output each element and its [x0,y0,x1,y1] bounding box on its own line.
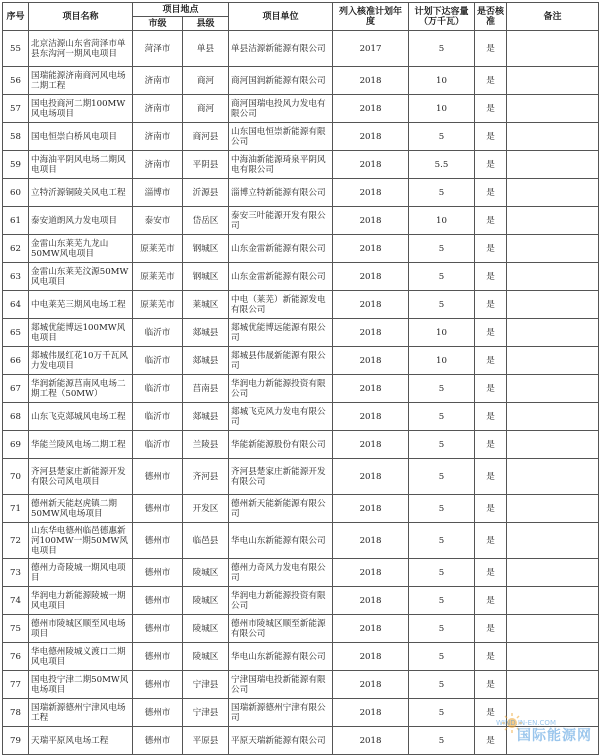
cell-capacity: 5 [409,123,475,151]
table-row [3,263,599,291]
table-row [3,615,599,643]
cell-name: 华润电力新能源陵城一期风电项目 [29,587,133,615]
cell-county: 开发区 [183,495,229,523]
cell-note [507,375,599,403]
cell-capacity: 5 [409,291,475,319]
cell-seq: 66 [3,347,29,375]
cell-county: 兰陵县 [183,431,229,459]
cell-county: 商河县 [183,123,229,151]
cell-year: 2018 [333,319,409,347]
cell-county: 郯城县 [183,403,229,431]
cell-county: 陵城区 [183,587,229,615]
cell-year: 2018 [333,347,409,375]
header-unit: 项目单位 [229,3,333,31]
cell-name: 国瑞新源德州宁津风电场工程 [29,699,133,727]
cell-capacity: 5 [409,671,475,699]
cell-capacity: 5 [409,727,475,755]
cell-capacity: 5 [409,179,475,207]
cell-unit: 德州市陵城区顺至新能源有限公司 [229,615,333,643]
cell-capacity: 10 [409,95,475,123]
cell-name: 华能兰陵风电场二期工程 [29,431,133,459]
cell-approved: 是 [475,431,507,459]
cell-county: 郯城县 [183,319,229,347]
cell-capacity: 10 [409,319,475,347]
cell-seq: 63 [3,263,29,291]
cell-city: 德州市 [133,727,183,755]
cell-name: 德州新天能赵虎镇二期50MW风电场项目 [29,495,133,523]
cell-county: 郯城县 [183,347,229,375]
cell-name: 德州力奇陵城一期风电项目 [29,559,133,587]
table-row [3,347,599,375]
cell-note [507,459,599,495]
cell-year: 2018 [333,403,409,431]
table-row [3,375,599,403]
cell-capacity: 5.5 [409,151,475,179]
table-row [3,123,599,151]
cell-unit: 宁津国瑞电投新能源有限公司 [229,671,333,699]
cell-seq: 72 [3,523,29,559]
cell-note [507,207,599,235]
cell-unit: 华电山东新能源有限公司 [229,643,333,671]
cell-county: 齐河县 [183,459,229,495]
cell-year: 2018 [333,123,409,151]
header-year: 列入核准计划年度 [333,3,409,31]
cell-unit: 华润电力新能源投资有限公司 [229,375,333,403]
cell-capacity: 5 [409,523,475,559]
cell-capacity: 5 [409,699,475,727]
table-row [3,31,599,67]
cell-city: 德州市 [133,699,183,727]
cell-approved: 是 [475,643,507,671]
cell-city: 临沂市 [133,347,183,375]
cell-approved: 是 [475,459,507,495]
cell-note [507,319,599,347]
cell-year: 2018 [333,235,409,263]
cell-unit: 商河国瑞电投风力发电有限公司 [229,95,333,123]
table-row [3,403,599,431]
cell-county: 钢城区 [183,235,229,263]
cell-seq: 56 [3,67,29,95]
cell-note [507,235,599,263]
cell-note [507,559,599,587]
cell-city: 济南市 [133,95,183,123]
cell-name: 山东华电德州临邑德惠新河100MW一期50MW风电项目 [29,523,133,559]
cell-seq: 74 [3,587,29,615]
cell-unit: 郯城飞克风力发电有限公司 [229,403,333,431]
cell-county: 临邑县 [183,523,229,559]
cell-county: 钢城区 [183,263,229,291]
cell-note [507,523,599,559]
cell-unit: 中电（莱芜）新能源发电有限公司 [229,291,333,319]
cell-year: 2018 [333,151,409,179]
cell-county: 宁津县 [183,699,229,727]
cell-note [507,347,599,375]
cell-year: 2018 [333,291,409,319]
cell-approved: 是 [475,523,507,559]
cell-note [507,67,599,95]
cell-city: 济南市 [133,151,183,179]
watermark-text: 国际能源网 [517,728,592,744]
cell-name: 中海油平阴风电场二期风电项目 [29,151,133,179]
table-row [3,559,599,587]
cell-name: 齐河县楚家庄新能源开发有限公司风电项目 [29,459,133,495]
cell-city: 德州市 [133,671,183,699]
table-row [3,431,599,459]
cell-note [507,431,599,459]
table-row [3,523,599,559]
cell-unit: 平原天瑞新能源有限公司 [229,727,333,755]
cell-year: 2018 [333,559,409,587]
cell-unit: 淄博立特新能源有限公司 [229,179,333,207]
cell-approved: 是 [475,95,507,123]
cell-seq: 68 [3,403,29,431]
cell-year: 2018 [333,179,409,207]
cell-note [507,495,599,523]
cell-name: 华润新能源莒南风电场二期工程（50MW） [29,375,133,403]
cell-unit: 泰安三叶能源开发有限公司 [229,207,333,235]
cell-city: 泰安市 [133,207,183,235]
cell-name: 立特沂源铜陵关风电工程 [29,179,133,207]
cell-capacity: 5 [409,495,475,523]
cell-unit: 德州力奇风力发电有限公司 [229,559,333,587]
cell-note [507,671,599,699]
cell-approved: 是 [475,615,507,643]
cell-year: 2018 [333,587,409,615]
header-city: 市级 [133,17,183,31]
cell-approved: 是 [475,207,507,235]
cell-capacity: 5 [409,459,475,495]
cell-city: 德州市 [133,615,183,643]
cell-approved: 是 [475,495,507,523]
cell-unit: 山东金雷新能源有限公司 [229,263,333,291]
cell-note [507,31,599,67]
cell-approved: 是 [475,375,507,403]
cell-approved: 是 [475,671,507,699]
cell-city: 德州市 [133,523,183,559]
table-row [3,319,599,347]
cell-unit: 华电山东新能源有限公司 [229,523,333,559]
cell-year: 2018 [333,207,409,235]
cell-city: 原莱芜市 [133,235,183,263]
cell-seq: 64 [3,291,29,319]
table-row [3,643,599,671]
cell-capacity: 5 [409,559,475,587]
table-row [3,671,599,699]
cell-capacity: 5 [409,587,475,615]
cell-year: 2018 [333,67,409,95]
cell-city: 临沂市 [133,431,183,459]
table-row [3,151,599,179]
header-note: 备注 [507,3,599,31]
cell-unit: 中海油新能源琦泉平阴风电有限公司 [229,151,333,179]
cell-year: 2018 [333,375,409,403]
cell-city: 德州市 [133,587,183,615]
cell-county: 平原县 [183,727,229,755]
cell-year: 2018 [333,495,409,523]
cell-name: 金雷山东莱芜九龙山50MW风电项目 [29,235,133,263]
cell-approved: 是 [475,31,507,67]
cell-approved: 是 [475,235,507,263]
table-row [3,67,599,95]
cell-city: 菏泽市 [133,31,183,67]
cell-unit: 郯城优能博远能源有限公司 [229,319,333,347]
cell-name: 国瑞能源济南商河风电场二期工程 [29,67,133,95]
cell-approved: 是 [475,587,507,615]
cell-county: 单县 [183,31,229,67]
cell-seq: 55 [3,31,29,67]
cell-note [507,403,599,431]
cell-city: 济南市 [133,67,183,95]
cell-seq: 58 [3,123,29,151]
cell-year: 2018 [333,699,409,727]
cell-note [507,291,599,319]
cell-capacity: 5 [409,403,475,431]
cell-year: 2018 [333,523,409,559]
cell-approved: 是 [475,403,507,431]
cell-county: 莒南县 [183,375,229,403]
cell-name: 金雷山东莱芜汶源50MW风电项目 [29,263,133,291]
cell-city: 原莱芜市 [133,291,183,319]
header-seq: 序号 [3,3,29,31]
cell-capacity: 5 [409,615,475,643]
table-row [3,235,599,263]
cell-county: 宁津县 [183,671,229,699]
cell-year: 2017 [333,31,409,67]
cell-seq: 67 [3,375,29,403]
cell-county: 商河 [183,67,229,95]
cell-capacity: 5 [409,235,475,263]
cell-seq: 73 [3,559,29,587]
cell-capacity: 5 [409,375,475,403]
cell-name: 华电德州陵城义渡口二期风电项目 [29,643,133,671]
cell-unit: 华能新能源股份有限公司 [229,431,333,459]
cell-name: 国电投商河二期100MW风电场项目 [29,95,133,123]
cell-unit: 齐河县楚家庄新能源开发有限公司 [229,459,333,495]
cell-unit: 郯城县伟晟新能源有限公司 [229,347,333,375]
cell-note [507,95,599,123]
cell-unit: 山东金雷新能源有限公司 [229,235,333,263]
cell-name: 天瑞平原风电场工程 [29,727,133,755]
table-row [3,179,599,207]
cell-year: 2018 [333,727,409,755]
cell-unit: 单县洁源新能源有限公司 [229,31,333,67]
table-row [3,587,599,615]
wind-project-table [2,2,599,755]
header-county: 县级 [183,17,229,31]
cell-year: 2018 [333,263,409,291]
cell-county: 陵城区 [183,615,229,643]
header-approved: 是否核准 [475,3,507,31]
cell-seq: 69 [3,431,29,459]
cell-unit: 国瑞新源德州宁津有限公司 [229,699,333,727]
cell-seq: 57 [3,95,29,123]
cell-note [507,615,599,643]
cell-city: 德州市 [133,459,183,495]
cell-seq: 60 [3,179,29,207]
cell-city: 德州市 [133,495,183,523]
cell-seq: 75 [3,615,29,643]
cell-capacity: 10 [409,347,475,375]
cell-name: 国电恒崇白桥风电项目 [29,123,133,151]
cell-year: 2018 [333,95,409,123]
watermark-sub: WIND.IN-EN.COM [496,719,556,727]
cell-city: 临沂市 [133,319,183,347]
cell-county: 平阴县 [183,151,229,179]
table-row [3,459,599,495]
cell-approved: 是 [475,319,507,347]
cell-capacity: 5 [409,263,475,291]
cell-capacity: 5 [409,431,475,459]
table-row [3,495,599,523]
cell-city: 德州市 [133,559,183,587]
cell-year: 2018 [333,459,409,495]
cell-unit: 华润电力新能源投资有限公司 [229,587,333,615]
cell-seq: 78 [3,699,29,727]
cell-name: 泰安道朗风力发电项目 [29,207,133,235]
header-name: 项目名称 [29,3,133,31]
table-row [3,95,599,123]
cell-year: 2018 [333,643,409,671]
cell-county: 陵城区 [183,559,229,587]
cell-note [507,179,599,207]
cell-name: 郯城优能博远100MW风电项目 [29,319,133,347]
cell-city: 淄博市 [133,179,183,207]
cell-seq: 79 [3,727,29,755]
cell-seq: 62 [3,235,29,263]
cell-seq: 76 [3,643,29,671]
cell-seq: 61 [3,207,29,235]
cell-seq: 65 [3,319,29,347]
cell-seq: 71 [3,495,29,523]
cell-name: 郯城伟晟红花10万千瓦风力发电项目 [29,347,133,375]
cell-city: 原莱芜市 [133,263,183,291]
cell-approved: 是 [475,123,507,151]
cell-year: 2018 [333,431,409,459]
cell-city: 临沂市 [133,403,183,431]
cell-seq: 70 [3,459,29,495]
cell-seq: 77 [3,671,29,699]
cell-name: 北京洁源山东省菏泽市单县东沟河一期风电项目 [29,31,133,67]
cell-name: 德州市陵城区顺至风电场项目 [29,615,133,643]
cell-unit: 商河国润新能源有限公司 [229,67,333,95]
cell-approved: 是 [475,67,507,95]
cell-capacity: 10 [409,67,475,95]
cell-note [507,263,599,291]
cell-city: 济南市 [133,123,183,151]
cell-city: 德州市 [133,643,183,671]
cell-note [507,643,599,671]
cell-city: 临沂市 [133,375,183,403]
cell-approved: 是 [475,727,507,755]
cell-name: 国电投宁津二期50MW风电场项目 [29,671,133,699]
table-row [3,207,599,235]
cell-county: 莱城区 [183,291,229,319]
cell-year: 2018 [333,615,409,643]
cell-capacity: 5 [409,643,475,671]
cell-name: 中电莱芜三期风电场工程 [29,291,133,319]
cell-note [507,151,599,179]
cell-year: 2018 [333,671,409,699]
cell-note [507,587,599,615]
cell-seq: 59 [3,151,29,179]
cell-approved: 是 [475,151,507,179]
cell-approved: 是 [475,347,507,375]
cell-county: 陵城区 [183,643,229,671]
cell-capacity: 5 [409,31,475,67]
cell-approved: 是 [475,559,507,587]
header-capacity: 计划下达容量（万千瓦） [409,3,475,31]
cell-approved: 是 [475,291,507,319]
cell-approved: 是 [475,699,507,727]
cell-capacity: 10 [409,207,475,235]
cell-approved: 是 [475,179,507,207]
cell-county: 沂源县 [183,179,229,207]
cell-name: 山东飞克郯城风电场工程 [29,403,133,431]
cell-unit: 山东国电恒崇新能源有限公司 [229,123,333,151]
cell-county: 商河 [183,95,229,123]
cell-approved: 是 [475,263,507,291]
cell-county: 岱岳区 [183,207,229,235]
cell-unit: 德州新天能新能源有限公司 [229,495,333,523]
table-row [3,291,599,319]
header-location: 项目地点 [133,3,229,17]
cell-note [507,123,599,151]
